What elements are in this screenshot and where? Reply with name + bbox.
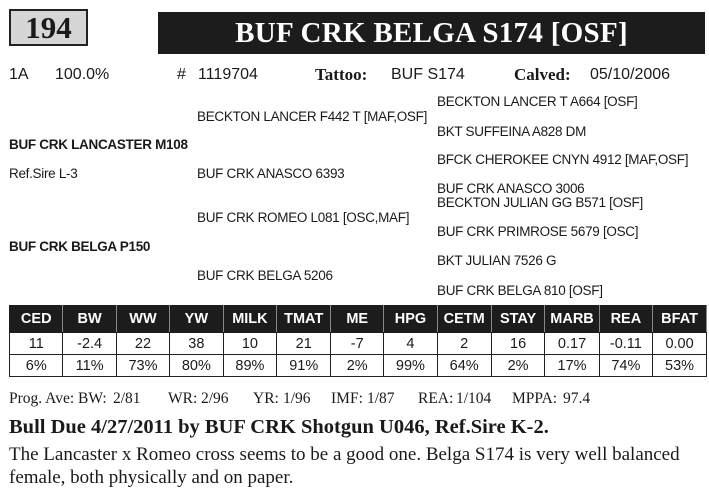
- epd-percentile: 73%: [116, 355, 169, 377]
- epd-header: BW: [63, 306, 116, 333]
- progeny-mppa: 97.4: [563, 390, 591, 407]
- calved-date: 05/10/2006: [590, 66, 671, 83]
- epd-header: CED: [10, 306, 63, 333]
- calved-label: Calved:: [514, 65, 571, 84]
- epd-value: -0.11: [599, 333, 653, 355]
- progeny-bw: 2/81: [113, 390, 141, 407]
- pedigree-ss: BECKTON LANCER F442 T [MAF,OSF]: [197, 109, 428, 124]
- pedigree-sss: BECKTON LANCER T A664 [OSF]: [437, 94, 638, 109]
- lot-number: 194: [9, 9, 88, 46]
- pedigree-ddd: BUF CRK BELGA 810 [OSF]: [437, 283, 603, 298]
- epd-percentile: 74%: [599, 355, 653, 377]
- epd-value-row: [10, 333, 707, 355]
- epd-header: YW: [170, 306, 223, 333]
- tattoo-value: BUF S174: [391, 66, 465, 83]
- registration-number: 1119704: [198, 66, 258, 83]
- epd-percentile: 17%: [545, 355, 599, 377]
- epd-header: STAY: [491, 306, 545, 333]
- epd-percentile: 2%: [331, 355, 384, 377]
- epd-value: 0.00: [653, 333, 707, 355]
- epd-header-row: [10, 306, 707, 333]
- pedigree-dds: BKT JULIAN 7526 G: [437, 253, 557, 268]
- lot-comment: The Lancaster x Romeo cross seems to be a good one. Belga S174 is very well balanced female, both physically and on paper.: [9, 444, 680, 488]
- epd-header: HPG: [384, 306, 438, 333]
- epd-header: ME: [331, 306, 384, 333]
- epd-header: BFAT: [653, 306, 707, 333]
- epd-percentile: 80%: [170, 355, 223, 377]
- pedigree-dd: BUF CRK BELGA 5206: [197, 268, 333, 283]
- progeny-imf: 1/87: [367, 390, 395, 407]
- grade: 1A: [9, 66, 29, 83]
- epd-percentile: 89%: [223, 355, 277, 377]
- pedigree-sire: BUF CRK LANCASTER M108: [9, 137, 188, 152]
- epd-percentile: 11%: [63, 355, 116, 377]
- progeny-yr: 1/96: [283, 390, 311, 407]
- progeny-rea-label: REA:: [418, 390, 454, 407]
- epd-table: [9, 305, 707, 377]
- pedigree-dss: BECKTON JULIAN GG B571 [OSF]: [437, 195, 643, 210]
- pedigree-ds: BUF CRK ROMEO L081 [OSC,MAF]: [197, 210, 410, 225]
- epd-value: -7: [331, 333, 384, 355]
- epd-percentile-row: [10, 355, 707, 377]
- epd-value: 21: [277, 333, 331, 355]
- epd-value: 16: [491, 333, 545, 355]
- progeny-rea: 1/104: [456, 390, 492, 407]
- pedigree-sd: BUF CRK ANASCO 6393: [197, 166, 345, 181]
- percent-blood: 100.0%: [55, 66, 110, 83]
- progeny-imf-label: IMF:: [331, 390, 363, 407]
- progeny-bw-label: Prog. Ave: BW:: [9, 390, 107, 407]
- pedigree-dam: BUF CRK BELGA P150: [9, 239, 151, 254]
- epd-header: MARB: [545, 306, 599, 333]
- pedigree-sds: BFCK CHEROKEE CNYN 4912 [MAF,OSF]: [437, 152, 689, 167]
- epd-header: WW: [116, 306, 169, 333]
- epd-percentile: 64%: [437, 355, 491, 377]
- animal-name-banner: BUF CRK BELGA S174 [OSF]: [158, 12, 705, 54]
- epd-value: 0.17: [545, 333, 599, 355]
- progeny-yr-label: YR:: [253, 390, 279, 407]
- pedigree-dsd: BUF CRK PRIMROSE 5679 [OSC]: [437, 224, 639, 239]
- epd-percentile: 6%: [10, 355, 63, 377]
- tattoo-label: Tattoo:: [315, 65, 368, 84]
- epd-percentile: 2%: [491, 355, 545, 377]
- progeny-mppa-label: MPPA:: [512, 390, 558, 407]
- epd-value: 10: [223, 333, 277, 355]
- epd-value: 38: [170, 333, 223, 355]
- pedigree-sire-refsire: Ref.Sire L-3: [9, 166, 78, 181]
- epd-header: CETM: [437, 306, 491, 333]
- progeny-wr-label: WR:: [168, 390, 198, 407]
- epd-header: MILK: [223, 306, 277, 333]
- epd-value: 11: [10, 333, 63, 355]
- epd-value: 2: [437, 333, 491, 355]
- reg-label: #: [177, 66, 186, 83]
- epd-header: REA: [599, 306, 653, 333]
- epd-percentile: 91%: [277, 355, 331, 377]
- epd-value: 4: [384, 333, 438, 355]
- epd-header: TMAT: [277, 306, 331, 333]
- epd-value: 22: [116, 333, 169, 355]
- epd-percentile: 99%: [384, 355, 438, 377]
- progeny-wr: 2/96: [201, 390, 229, 407]
- bull-due-line: Bull Due 4/27/2011 by BUF CRK Shotgun U046, Ref.Sire K-2.: [9, 416, 549, 438]
- pedigree-ssd: BKT SUFFEINA A828 DM: [437, 124, 587, 139]
- epd-value: -2.4: [63, 333, 116, 355]
- epd-percentile: 53%: [653, 355, 707, 377]
- pedigree-sdd: BUF CRK ANASCO 3006: [437, 181, 585, 196]
